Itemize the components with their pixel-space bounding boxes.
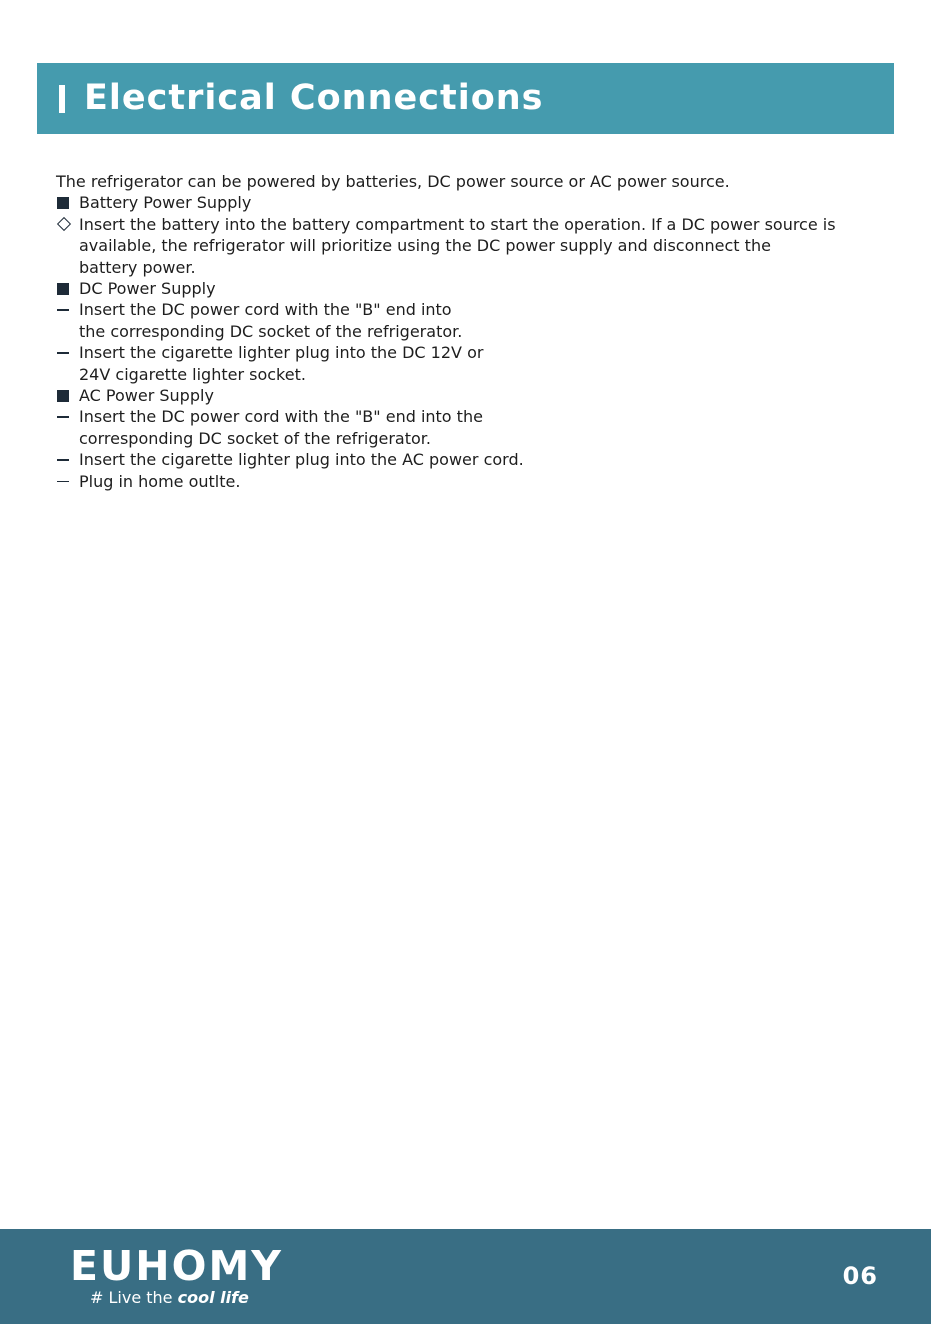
list-item-text: Insert the DC power cord with the "B" end into <box>79 300 452 320</box>
list-item-text: 24V cigarette lighter socket. <box>79 364 306 384</box>
dash-bullet-icon <box>57 416 69 417</box>
list-item-text: the corresponding DC socket of the refrigerator. <box>79 321 463 341</box>
section-heading-ac <box>56 385 866 406</box>
list-item-text: Insert the cigarette lighter plug into the DC 12V or <box>79 343 484 363</box>
list-item-text: Insert the DC power cord with the "B" end into the <box>79 407 483 427</box>
brand-logo: EUHOMY <box>70 1242 283 1290</box>
tagline-emphasis: cool life <box>177 1288 249 1307</box>
section-heading-text: AC Power Supply <box>79 386 214 406</box>
brand-tagline <box>90 1288 249 1308</box>
square-bullet-icon <box>57 197 69 209</box>
list-item <box>56 342 866 363</box>
list-item-text: corresponding DC socket of the refrigerator. <box>79 428 431 448</box>
list-item <box>56 299 866 320</box>
list-item <box>56 449 866 470</box>
dash-bullet-icon <box>57 459 69 460</box>
dash-bullet-icon <box>57 352 69 353</box>
header-band <box>37 63 894 134</box>
dash-bullet-icon <box>57 309 69 310</box>
footer-band <box>0 1229 933 1324</box>
list-item-text: Insert the cigarette lighter plug into the AC power cord. <box>79 450 524 470</box>
page-title: Electrical Connections <box>84 78 544 118</box>
square-bullet-icon <box>57 283 69 295</box>
list-item <box>56 471 866 492</box>
section-heading-text: DC Power Supply <box>79 279 216 299</box>
content-body <box>56 171 866 492</box>
section-heading-battery <box>56 192 866 213</box>
list-item-continuation <box>56 321 866 342</box>
section-heading-text: Battery Power Supply <box>79 193 252 213</box>
intro-line <box>56 171 866 192</box>
list-item-text: battery power. <box>79 257 196 277</box>
square-bullet-icon <box>57 390 69 402</box>
diamond-bullet-icon <box>57 217 71 231</box>
list-item <box>56 214 866 235</box>
section-heading-dc <box>56 278 866 299</box>
list-item-continuation <box>56 235 866 256</box>
dash-bullet-icon <box>57 481 69 482</box>
list-item-text: available, the refrigerator will prioritize using the DC power supply and disconnect the <box>79 236 771 256</box>
list-item <box>56 406 866 427</box>
header-accent-bar-icon <box>59 85 65 113</box>
list-item-continuation <box>56 257 866 278</box>
list-item-text: Plug in home outlte. <box>79 471 241 491</box>
list-item-text: Insert the battery into the battery compartment to start the operation. If a DC power source is <box>79 214 836 234</box>
tagline-prefix: # Live the <box>90 1288 178 1307</box>
intro-text: The refrigerator can be powered by batteries, DC power source or AC power source. <box>56 172 730 191</box>
list-item-continuation <box>56 428 866 449</box>
page-number: 06 <box>842 1262 878 1290</box>
list-item-continuation <box>56 364 866 385</box>
